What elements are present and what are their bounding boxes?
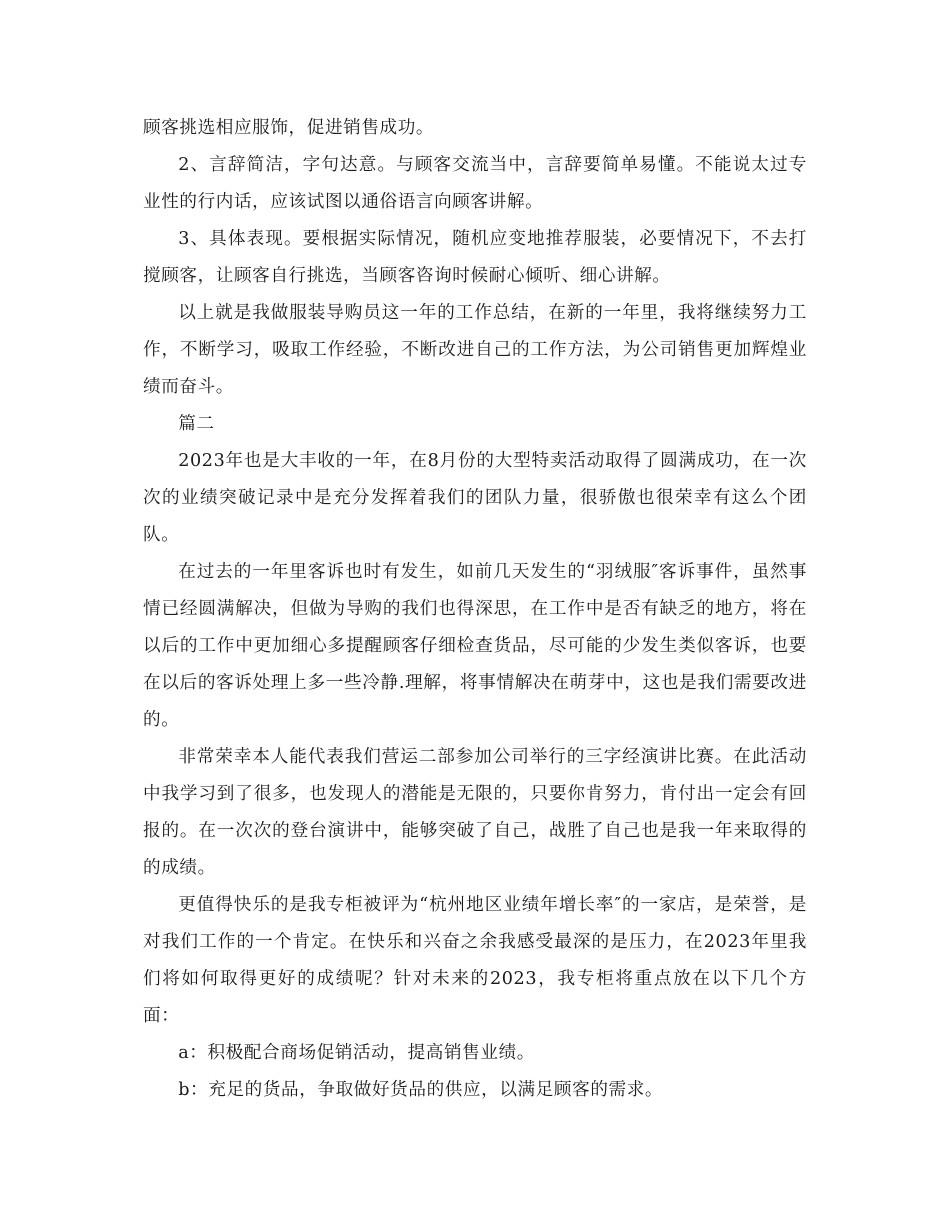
document-body xyxy=(143,110,807,1109)
list-item-b: b：充足的货品，争取做好货品的供应，以满足顾客的需求。 xyxy=(178,1080,664,1100)
paragraph-continuation: 顾客挑选相应服饰，促进销售成功。 xyxy=(143,118,435,138)
paragraph-summary: 以上就是我做服装导购员这一年的工作总结，在新的一年里，我将继续努力工作，不断学习，吸取工作经验，不断改进自己的工作方法，为公司销售更加辉煌业绩而奋斗。 xyxy=(143,303,807,397)
paragraph-point-2: 2、言辞简洁，字句达意。与顾客交流当中，言辞要简单易懂。不能说太过专业性的行内话，应该试图以通俗语言向顾客讲解。 xyxy=(143,155,807,212)
paragraph-complaints: 在过去的一年里客诉也时有发生，如前几天发生的“羽绒服″客诉事件，虽然事情已经圆满解决，但做为导购的我们也得深思，在工作中是否有缺乏的地方，将在以后的工作中更加细心多提醒顾客仔细检查货品，尽可能的少发生类似客诉，也要在以后的客诉处理上多一些冷静.理解，将事情解决在萌芽中，这也是我们需要改进的。 xyxy=(143,562,807,730)
paragraph-point-3: 3、具体表现。要根据实际情况，随机应变地推荐服装，必要情况下，不去打搅顾客，让顾客自行挑选，当顾客咨询时候耐心倾听、细心讲解。 xyxy=(143,229,807,286)
paragraph-award: 更值得快乐的是我专柜被评为“杭州地区业绩年增长率″的一家店，是荣誉，是对我们工作的一个肯定。在快乐和兴奋之余我感受最深的是压力，在2023年里我们将如何取得更好的成绩呢？针对未来的2023，我专柜将重点放在以下几个方面： xyxy=(143,895,807,1026)
list-item-a: a：积极配合商场促销活动，提高销售业绩。 xyxy=(178,1043,535,1063)
paragraph-harvest: 2023年也是大丰收的一年，在8月份的大型特卖活动取得了圆满成功，在一次次的业绩突破记录中是充分发挥着我们的团队力量，很骄傲也很荣幸有这么个团队。 xyxy=(143,451,807,545)
section-heading: 篇二 xyxy=(178,414,215,434)
paragraph-speech-contest: 非常荣幸本人能代表我们营运二部参加公司举行的三字经演讲比赛。在此活动中我学习到了很多，也发现人的潜能是无限的，只要你肯努力，肯付出一定会有回报的。在一次次的登台演讲中，能够突破了自己，战胜了自己也是我一年来取得的的成绩。 xyxy=(143,747,807,878)
